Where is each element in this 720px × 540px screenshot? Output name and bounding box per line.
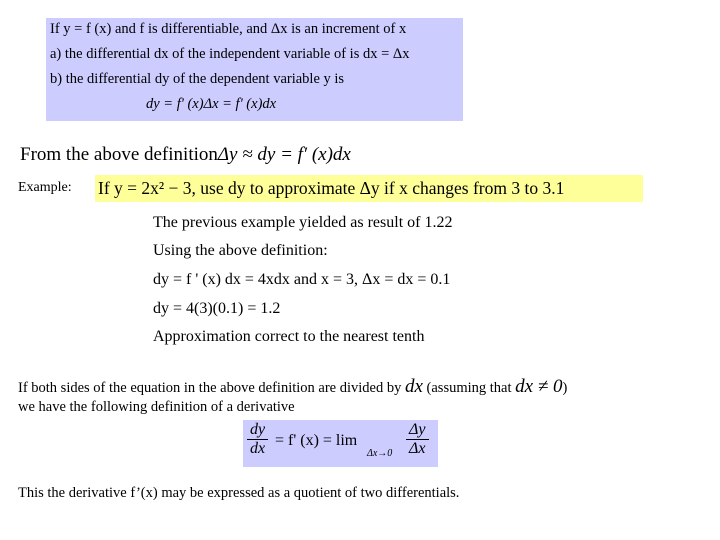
derivative-sentence-b: we have the following definition of a derivative — [18, 399, 295, 415]
definition-line-2: a) the differential dx of the independent variable of is dx = Δx — [50, 46, 410, 62]
derivative-formula-box — [243, 420, 438, 467]
solution-line-3: dy = f ' (x) dx = 4xdx and x = 3, Δx = dx = 0.1 — [153, 271, 451, 288]
delta-fraction — [406, 421, 429, 458]
conclusion-text: This the derivative f’(x) may be expressed as a quotient of two differentials. — [18, 485, 460, 501]
definition-box — [46, 18, 463, 121]
derivative-sentence-a-text: If both sides of the equation in the above definition are divided by — [18, 380, 402, 396]
derivative-sentence-a — [18, 376, 567, 398]
closing-paren: ) — [562, 380, 568, 396]
solution-line-2: Using the above definition: — [153, 242, 328, 259]
assuming-text: (assuming that — [426, 380, 512, 396]
dy-numerator: dy — [247, 421, 268, 440]
definition-summary — [20, 144, 351, 166]
definition-formula: dy = f' (x)Δx = f' (x)dx — [146, 96, 277, 112]
definition-line-1: If y = f (x) and f is differentiable, and Δx is an increment of x — [50, 21, 407, 37]
delta-y-numerator: Δy — [406, 421, 429, 440]
limit-subscript: Δx→0 — [367, 448, 393, 459]
solution-line-5: Approximation correct to the nearest tenth — [153, 328, 425, 345]
solution-line-4: dy = 4(3)(0.1) = 1.2 — [153, 300, 281, 317]
delta-x-denominator: Δx — [409, 440, 426, 457]
dy-over-dx — [247, 421, 268, 458]
dx-denominator: dx — [250, 440, 266, 457]
definition-summary-expr: Δy ≈ dy = f′ (x)dx — [217, 144, 351, 165]
solution-line-1: The previous example yielded as result of 1.22 — [153, 214, 453, 231]
example-label: Example: — [18, 180, 72, 195]
definition-summary-lead: From the above definition — [20, 144, 218, 165]
nonzero-condition: dx ≠ 0 — [515, 376, 563, 397]
example-problem: If y = 2x² − 3, use dy to approximate Δy if x changes from 3 to 3.1 — [95, 175, 643, 202]
definition-line-3: b) the differential dy of the dependent variable y is — [50, 71, 345, 87]
derivative-equals: = f' (x) = lim — [275, 432, 358, 449]
divide-by-dx: dx — [404, 376, 423, 397]
